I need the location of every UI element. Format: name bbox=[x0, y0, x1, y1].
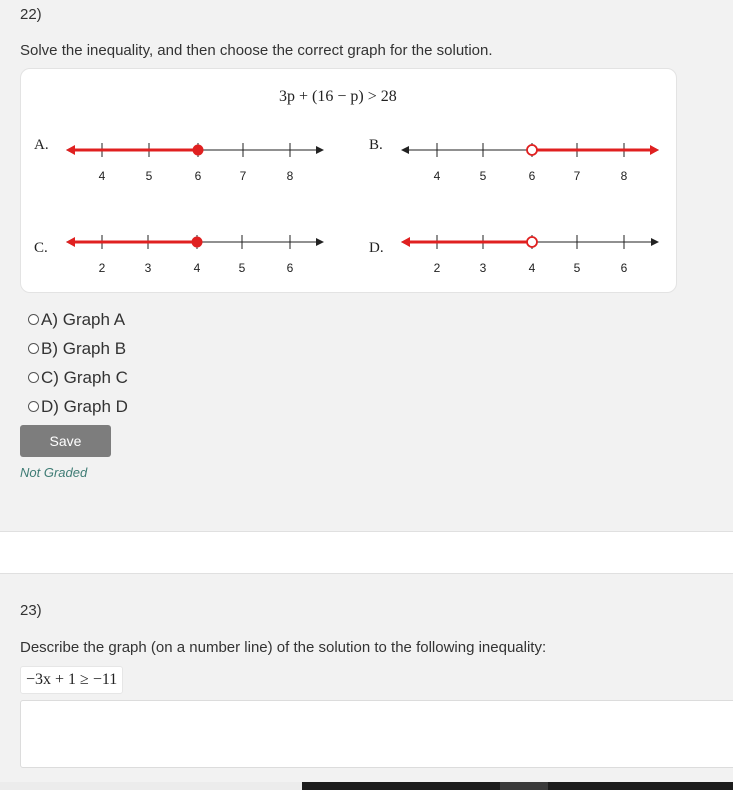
option-d-label: D) Graph D bbox=[41, 396, 128, 416]
number-line-graphs bbox=[21, 69, 676, 292]
save-button[interactable]: Save bbox=[20, 425, 111, 457]
graph-choices-image bbox=[20, 68, 677, 293]
tick-label: 5 bbox=[145, 169, 153, 183]
tick-label: 5 bbox=[479, 169, 487, 183]
solution-arrow bbox=[401, 237, 410, 247]
option-b[interactable] bbox=[28, 334, 128, 363]
closed-endpoint bbox=[193, 145, 204, 156]
graph-letter: B. bbox=[369, 137, 383, 153]
tick-label: 8 bbox=[620, 169, 628, 183]
question-22-prompt: Solve the inequality, and then choose the correct graph for the solution. bbox=[20, 42, 493, 59]
tick-label: 2 bbox=[98, 261, 106, 275]
question-separator bbox=[0, 531, 733, 574]
option-a[interactable] bbox=[28, 305, 128, 334]
radio-b[interactable] bbox=[28, 343, 39, 354]
solution-arrow bbox=[66, 145, 75, 155]
tick-label: 6 bbox=[286, 261, 294, 275]
answer-textarea[interactable] bbox=[20, 700, 733, 768]
graph-equation: 3p + (16 − p) > 28 bbox=[279, 88, 397, 105]
number-line-a bbox=[34, 137, 324, 183]
bottom-bar bbox=[0, 782, 733, 790]
question-23-prompt: Describe the graph (on a number line) of the solution to the following inequality: bbox=[20, 639, 547, 656]
tick-label: 8 bbox=[286, 169, 294, 183]
tick-label: 6 bbox=[620, 261, 628, 275]
question-23-number: 23) bbox=[20, 602, 42, 619]
number-line-c bbox=[34, 235, 324, 275]
closed-endpoint bbox=[192, 237, 203, 248]
answer-options bbox=[28, 305, 128, 421]
radio-a[interactable] bbox=[28, 314, 39, 325]
option-d[interactable] bbox=[28, 392, 128, 421]
option-a-label: A) Graph A bbox=[41, 309, 126, 329]
open-endpoint bbox=[527, 145, 537, 155]
tick-label: 5 bbox=[573, 261, 581, 275]
radio-d[interactable] bbox=[28, 401, 39, 412]
grading-status: Not Graded bbox=[20, 465, 88, 480]
open-endpoint bbox=[527, 237, 537, 247]
graph-letter: C. bbox=[34, 240, 48, 256]
option-c[interactable] bbox=[28, 363, 128, 392]
option-b-label: B) Graph B bbox=[41, 338, 127, 358]
axis-arrow-left bbox=[401, 146, 409, 154]
solution-arrow bbox=[650, 145, 659, 155]
inequality-expression: −3x + 1 ≥ −11 bbox=[20, 666, 123, 694]
tick-label: 7 bbox=[239, 169, 247, 183]
tick-label: 3 bbox=[479, 261, 487, 275]
radio-c[interactable] bbox=[28, 372, 39, 383]
tick-label: 6 bbox=[528, 169, 536, 183]
number-line-b bbox=[369, 137, 659, 183]
option-c-label: C) Graph C bbox=[41, 367, 128, 387]
question-22-number: 22) bbox=[20, 6, 42, 23]
graph-letter: D. bbox=[369, 240, 384, 256]
tick-label: 5 bbox=[238, 261, 246, 275]
solution-arrow bbox=[66, 237, 75, 247]
tick-label: 2 bbox=[433, 261, 441, 275]
axis-arrow-right bbox=[316, 238, 324, 246]
tick-label: 4 bbox=[98, 169, 106, 183]
tick-label: 4 bbox=[528, 261, 536, 275]
tick-label: 4 bbox=[193, 261, 201, 275]
graph-letter: A. bbox=[34, 137, 49, 153]
tick-label: 6 bbox=[194, 169, 202, 183]
taskbar-highlight bbox=[500, 782, 548, 790]
number-line-d bbox=[369, 235, 659, 275]
tick-label: 3 bbox=[144, 261, 152, 275]
tick-label: 4 bbox=[433, 169, 441, 183]
axis-arrow-right bbox=[651, 238, 659, 246]
tick-label: 7 bbox=[573, 169, 581, 183]
axis-arrow-right bbox=[316, 146, 324, 154]
